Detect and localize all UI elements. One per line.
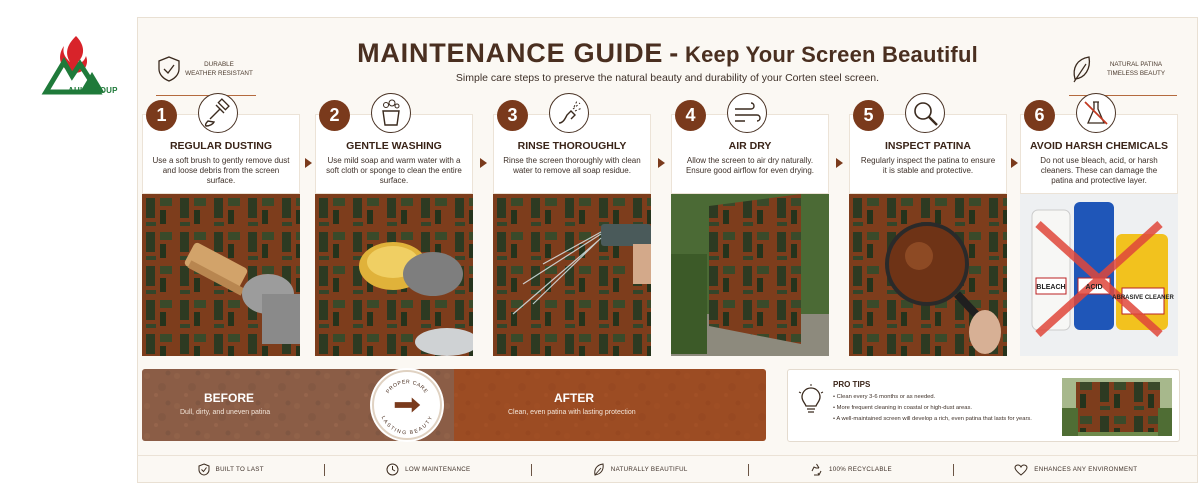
seal-bottom-text: LASTING BEAUTY	[379, 415, 435, 437]
step-photo	[849, 194, 1007, 356]
step-2	[315, 78, 473, 356]
badge-line-1: DURABLE	[204, 60, 234, 68]
svg-text:PROPER CARE	[385, 379, 429, 395]
bottle-label: BLEACH	[1036, 284, 1066, 291]
badge-line-1: NATURAL PATINA	[1109, 60, 1163, 68]
step-arrow-icon	[1011, 158, 1018, 168]
footer-divider	[748, 464, 749, 476]
step-photo	[493, 194, 651, 356]
footer-label: ENHANCES ANY ENVIRONMENT	[1034, 466, 1138, 473]
lightbulb-icon	[798, 384, 824, 416]
step-icon-circle	[1076, 93, 1116, 133]
leaf-icon	[593, 463, 605, 476]
page-title	[138, 38, 1197, 69]
step-description: Rinse the screen thoroughly with clean water to remove all soap residue.	[503, 156, 641, 175]
heart-icon	[1014, 464, 1028, 476]
step-description: Allow the screen to air dry naturally. Ensure good airflow for even drying.	[685, 156, 815, 175]
pro-tip-item: • More frequent cleaning in coastal or high-dust areas.	[833, 405, 1032, 411]
step-arrow-icon	[480, 158, 487, 168]
step-arrow-icon	[836, 158, 843, 168]
step-photo	[671, 194, 829, 356]
step-title: REGULAR DUSTING	[169, 140, 273, 152]
magnifier-icon	[909, 97, 941, 129]
step-3	[493, 78, 651, 356]
pro-tips-box	[787, 369, 1180, 442]
pro-tip-item: • Clean every 3-6 months or as needed.	[833, 394, 1032, 400]
brush-icon	[202, 97, 234, 129]
step-number: 6	[1024, 100, 1055, 131]
step-6	[1020, 78, 1178, 356]
footer-divider	[531, 464, 532, 476]
after-label: AFTER	[554, 391, 594, 405]
seal-top-text: PROPER CARE	[385, 379, 429, 395]
step-description: Use a soft brush to gently remove dust and loose debris from the screen surface.	[152, 156, 290, 185]
step-5	[849, 78, 1007, 356]
title-main: MAINTENANCE GUIDE	[357, 38, 664, 68]
step-title: RINSE THOROUGHLY	[517, 140, 627, 152]
svg-text:LASTING BEAUTY	[380, 415, 435, 436]
footer-label: BUILT TO LAST	[215, 466, 264, 473]
bucket-icon	[375, 97, 407, 129]
installed-screen-photo	[1062, 378, 1172, 436]
step-description: Regularly inspect the patina to ensure it is stable and protective.	[860, 156, 996, 175]
logo-text: AHL GROUP	[68, 86, 118, 95]
step-number: 2	[319, 100, 350, 131]
hose-icon	[553, 97, 585, 129]
footer-label: NATURALLY BEAUTIFUL	[610, 466, 688, 473]
pro-tips-title: PRO TIPS	[833, 380, 871, 389]
step-description: Do not use bleach, acid, or harsh cleaners. These can damage the patina and protective layer.	[1040, 156, 1158, 185]
step-photo	[142, 194, 300, 356]
step-icon-circle	[727, 93, 767, 133]
recycle-icon	[810, 463, 823, 476]
clock-icon	[386, 463, 399, 476]
step-description: Use mild soap and warm water with a soft cloth or sponge to clean the entire surface.	[326, 156, 462, 185]
step-icon-circle	[905, 93, 945, 133]
pro-tips-list	[833, 394, 1032, 427]
footer-label: 100% RECYCLABLE	[828, 466, 892, 473]
step-icon-circle	[549, 93, 589, 133]
step-title: INSPECT PATINA	[885, 140, 971, 152]
step-photo	[315, 194, 473, 356]
seal-graphic	[374, 370, 440, 440]
badge-line-2: TIMELESS BEAUTY	[1106, 69, 1166, 77]
arrow-right-icon	[395, 397, 420, 412]
shield-icon	[198, 463, 210, 476]
rust-texture	[142, 369, 766, 441]
badge-line-2: WEATHER RESISTANT	[185, 69, 253, 77]
footer-divider	[953, 464, 954, 476]
bottle-label: ACID	[1085, 284, 1103, 291]
step-arrow-icon	[305, 158, 312, 168]
footer-divider	[324, 464, 325, 476]
step-number: 3	[497, 100, 528, 131]
before-text: Dull, dirty, and uneven patina	[180, 409, 271, 416]
before-label: BEFORE	[204, 391, 255, 405]
step-number: 1	[146, 100, 177, 131]
page-subtitle: Simple care steps to preserve the natural beauty and durability of your Corten steel screen.	[455, 72, 880, 84]
title-dash: -	[669, 38, 679, 68]
footer-item-low-maintenance	[386, 463, 470, 476]
proper-care-seal	[372, 370, 442, 440]
after-text: Clean, even patina with lasting protection	[508, 409, 636, 416]
footer-item-naturally-beautiful	[593, 463, 688, 476]
step-icon-circle	[371, 93, 411, 133]
step-icon-circle	[198, 93, 238, 133]
before-after-banner	[142, 369, 766, 441]
wind-icon	[731, 97, 763, 129]
step-arrow-icon	[658, 158, 665, 168]
footer-bar	[137, 455, 1198, 483]
step-4	[671, 78, 829, 356]
footer-item-recyclable	[810, 463, 892, 476]
step-number: 4	[675, 100, 706, 131]
step-number: 5	[853, 100, 884, 131]
footer-item-built-to-last	[198, 463, 264, 476]
footer-item-enhances-environment	[1014, 464, 1137, 476]
step-title: AVOID HARSH CHEMICALS	[1029, 140, 1169, 152]
step-title: GENTLE WASHING	[346, 140, 442, 152]
step-photo	[1020, 194, 1178, 356]
bottle-label: ABRASIVE CLEANER	[1112, 295, 1174, 301]
title-sub: Keep Your Screen Beautiful	[684, 42, 978, 67]
step-title: AIR DRY	[728, 140, 772, 152]
pro-tip-item: • A well-maintained screen will develop a rich, even patina that lasts for years.	[833, 416, 1032, 422]
no-chemicals-icon	[1080, 97, 1112, 129]
footer-label: LOW MAINTENANCE	[405, 466, 471, 473]
step-1	[142, 78, 300, 356]
